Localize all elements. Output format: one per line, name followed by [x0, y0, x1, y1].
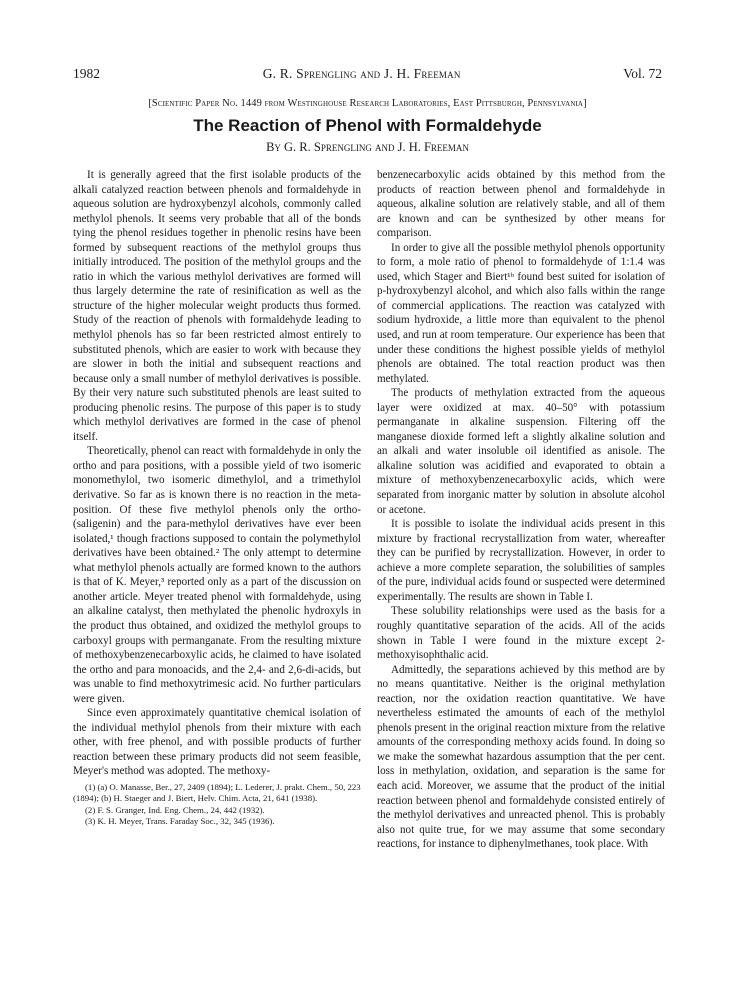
- footnotes: [73, 782, 361, 827]
- running-header: [73, 64, 662, 84]
- left-column: [73, 168, 361, 978]
- paragraph: These solubility relationships were used as the basis for a roughly quantitative separation of the acids. All of the acids shown in Table I were found in the mixture except 2-methoxyisophthalic acid.: [377, 605, 665, 662]
- page-number: 1982: [73, 66, 100, 81]
- paragraph: In order to give all the possible methylol phenols opportunity to form, a mole ratio of phenol to formaldehyde of 1:1.4 was used, which Stager and Biert¹ᵇ found best suited for isolation of p-hydroxybenzyl alcohol, and which also falls within the range of commercial applications. The reaction was catalyzed with sodium hydroxide, a little more than equivalent to the phenol used, and run at room temperature. Our experience has been that under these conditions the highest possible yields of methylol phenols are obtained. The total reaction product was then methylated.: [377, 241, 665, 385]
- paragraph: It is possible to isolate the individual acids present in this mixture by fractional recrystallization from water, whereafter they can be purified by recrystallization. However, in order to achieve a more complete separation, the solubilities of samples of the pure, individual acids found or suspected were determined experimentally. The results are shown in Table I.: [377, 518, 665, 603]
- paragraph: It is generally agreed that the first isolable products of the alkali catalyzed reaction between phenols and formaldehyde in aqueous solution are hydroxybenzyl alcohols, commonly called methylol phenols. It seems very probable that all of the bonds tying the phenol residues together in phenolic resins have been formed by subsequent reactions of the methylol groups thus initially introduced. The position of the methylol groups and the ratio in which the various methylol derivatives are formed will thus largely determine the rate of resinification as well as the structure of the higher molecular weight products thus formed. Study of the reaction of phenols with formaldehyde leading to methylol phenols has so far been restricted almost entirely to substituted phenols, which are easier to work with because they are slower in both the initial and subsequent reactions and because only a small number of methylol derivatives is possible. By their very nature such substituted phenols are least suited to producing phenolic resins. The purpose of this paper is to study which methylol derivatives are formed in the case of phenol itself.: [73, 169, 361, 443]
- paragraph: Since even approximately quantitative chemical isolation of the individual methylol phenols from their mixture with each other, with free phenol, and with possible products of further reaction between these primary products did not seem feasible, Meyer's method was adopted. The methoxy-: [73, 707, 361, 778]
- article-title: The Reaction of Phenol with Formaldehyde: [193, 116, 542, 135]
- paragraph: Theoretically, phenol can react with formaldehyde in only the ortho and para positions, with a possible yield of two isomeric monomethylol, two isomeric dimethylol, and a trimethylol derivative. So far as is known there is no reaction in the meta-position. Of these five methylol phenols only the ortho- (saligenin) and the para-methylol derivatives have ever been isolated,¹ though fractions supposed to contain the polymethylol derivatives have been obtained.² The only attempt to determine what methylol phenols actually are formed known to the authors is that of K. Meyer,³ reported only as a part of the discussion on another article. Meyer treated phenol with formaldehyde, using an alkaline catalyst, then methylated the phenolic hydroxyls in the product thus obtained, and oxidized the methylol groups to carboxyl groups with permanganate. From the resulting mixture of methoxybenzenecarboxylic acids, he claimed to have isolated the ortho and para monoacids, and the 2,4- and 2,6-di-acids, but was unable to find methoxytrimesic acid. No further particulars were given.: [73, 445, 361, 705]
- paragraph: The products of methylation extracted from the aqueous layer were oxidized at max. 40–50° with potassium permanganate in alkaline suspension. Filtering off the manganese dioxide formed left a slightly alkaline solution and an alkali and water insoluble oil identified as anisole. The alkaline solution was acidified and evaporated to obtain a mixture of methoxybenzenecarboxylic acids, which were separated from inorganic matter by solution in absolute alcohol or acetone.: [377, 387, 665, 516]
- running-header-authors: G. R. Sprengling and J. H. Freeman: [262, 66, 461, 81]
- footnote: (2) F. S. Granger, Ind. Eng. Chem., 24, 442 (1932).: [85, 804, 265, 815]
- byline: By G. R. Sprengling and J. H. Freeman: [266, 140, 469, 154]
- affiliation-line: [Scientific Paper No. 1449 from Westinghouse Research Laboratories, East Pittsburgh, Pennsylvania]: [148, 98, 587, 109]
- right-column: [377, 168, 665, 978]
- paragraph-continued: benzenecarboxylic acids obtained by this method from the products of reaction between phenol and formaldehyde in aqueous, alkaline solution are relatively stable, and all of them are known and can be synthesized by other means for comparison.: [377, 169, 665, 240]
- footnote: (1) (a) O. Manasse, Ber., 27, 2409 (1894); L. Lederer, J. prakt. Chem., 50, 223 (1894); (b) H. Staeger and J. Biert, Helv. Chim. Acta, 21, 641 (1938).: [73, 781, 361, 804]
- paragraph: Admittedly, the separations achieved by this method are by no means quantitative. Neither is the original methylation reaction, nor the oxidation reaction quantitative. We have nevertheless estimated the amounts of each of the methylol phenols present in the original reaction mixture from the relative amounts of the corresponding methoxy acids found. In doing so we make the somewhat hazardous assumption that the per cent. loss in methylation, oxidation, and separation is the same for each acid. Moreover, we assume that the product of the initial reaction between phenol and formaldehyde consisted entirely of the methylol derivatives and unreacted phenol. This is probably also not quite true, for we may assume that some secondary reactions, for instance to diphenylmethanes, took place. With: [377, 663, 665, 851]
- body-columns: [73, 168, 665, 978]
- volume-number: Vol. 72: [623, 66, 662, 81]
- footnote: (3) K. H. Meyer, Trans. Faraday Soc., 32, 345 (1936).: [85, 815, 275, 826]
